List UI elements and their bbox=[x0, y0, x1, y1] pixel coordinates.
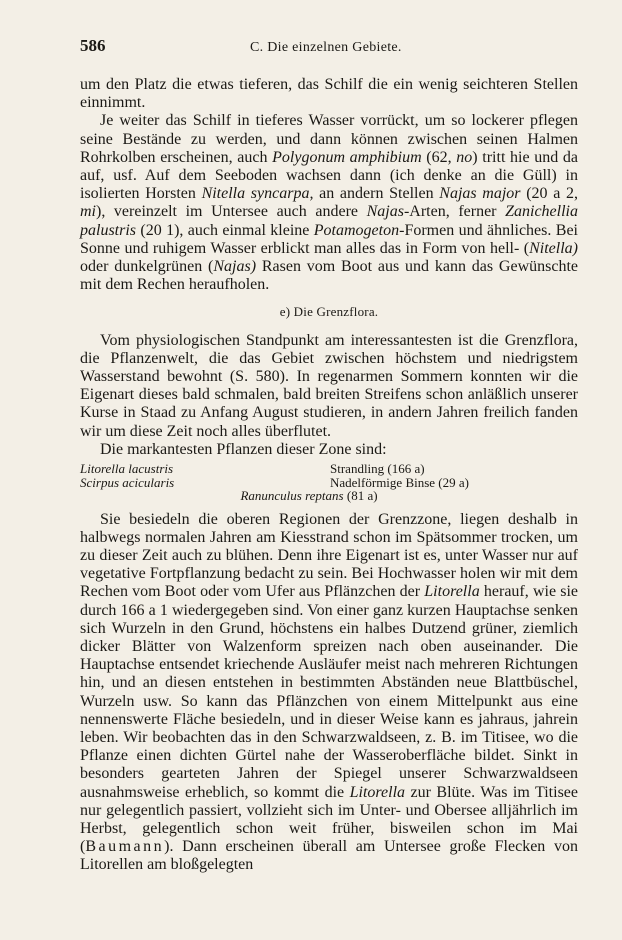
species-common-name: (81 a) bbox=[346, 488, 378, 504]
p2-italic-4: Najas major bbox=[439, 185, 521, 203]
page-number: 586 bbox=[80, 36, 106, 55]
section-heading: e) Die Grenzflora. bbox=[279, 304, 379, 320]
p2-italic-1: Polygonum amphibium bbox=[272, 148, 422, 166]
species-common-name: Strandling (166 a) bbox=[330, 461, 425, 477]
body-text bbox=[80, 76, 578, 875]
p2-italic-5: mi bbox=[80, 203, 96, 221]
p2-text-4: an andern Stellen bbox=[313, 185, 440, 203]
p2-italic-2: no bbox=[456, 148, 473, 166]
p2-text-3: ) tritt hie und da auf, usf. Auf dem Seeboden wachsen dann (ich denke an die Güll) in isolierten Horsten bbox=[80, 148, 579, 203]
p2-text-9: -Formen und ähnliches. Bei Sonne und ruhigem Wasser erblickt man alles das in Form von hell- ( bbox=[80, 221, 578, 257]
paragraph-2 bbox=[80, 112, 578, 294]
p2-text-5: (20 a 2, bbox=[520, 185, 579, 203]
paragraph-1-text: um den Platz die etwas tieferen, das Schilf die ein wenig seichteren Stellen einnimmt. bbox=[80, 76, 578, 112]
species-row bbox=[80, 462, 578, 476]
p2-text-2: (62, bbox=[421, 148, 457, 166]
p5-spaced-name: Baumann bbox=[85, 838, 165, 856]
p2-italic-6: Najas- bbox=[366, 203, 410, 221]
p5-text-4: ). Dann erscheinen überall am Untersee große Flecken von Litorellen am bloßgelegten bbox=[80, 838, 578, 874]
p2-italic-3: Nitella syncarpa, bbox=[201, 185, 314, 203]
species-list bbox=[80, 462, 578, 503]
p2-text-10: oder dunkelgrünen ( bbox=[80, 258, 214, 276]
species-latin-name: Litorella lacustris bbox=[80, 461, 174, 477]
p2-text-6: ), vereinzelt im Untersee auch andere bbox=[96, 203, 367, 221]
p5-text-2: herauf, wie sie durch 166 a 1 wiedergegeben sind. Von einer ganz kurzen Hauptachse senken sich Wurzeln in den Grund, höchstens ein halbes Dutzend grüner, ziemlich dicker Blätter von Walzenform spreizen nach oben auseinander. Die Hauptachse entsendet kriechende Ausläufer meist nach mehreren Richtungen hin, und an diesen entstehen in bestimmten Abständen neue Blattbüschel, Wurzeln usw. So kann das Pflänzchen von einem Mittelpunkt aus eine nennenswerte Fläche besiedeln, und in dieser Weise kann es jahraus, jahrein leben. Wir beobachten das in den Schwarzwaldseen, z. B. im Titisee, wo die Pflanze einen dichten Gürtel nahe der Wasseroberfläche bildet. Sinkt in besonders gearteten Jahren der Spiegel unserer Schwarzwaldseen ausnahmsweise erheblich, so kommt die bbox=[80, 583, 579, 801]
p2-italic-9: Nitella) bbox=[529, 239, 578, 257]
p5-text-1: Sie besiedeln die oberen Regionen der Grenzzone, liegen deshalb in halbwegs normalen Jahren am Kiesstrand schon im Spätsommer trocken, um zu dieser Zeit auch zu blühen. Denn ihre Eigenart ist es, unter Wasser nur auf vegetative Fortpflanzung bedacht zu sein. Bei Hochwasser holen wir mit dem Rechen vom Boot oder vom Ufer aus Pflänzchen der bbox=[80, 510, 578, 601]
species-latin-name: Ranunculus reptans bbox=[240, 488, 344, 504]
p2-text-7: Arten, ferner bbox=[409, 203, 506, 221]
running-title: C. Die einzelnen Gebiete. bbox=[250, 40, 402, 55]
p2-italic-8: Potamogeton bbox=[313, 221, 400, 239]
p5-text-3: zur Blüte. Was im Titisee nur gelegentlich passiert, vollzieht sich im Unter- und Obersee alljährlich im Herbst, gelegentlich schon weit früher, bisweilen schon im Mai ( bbox=[80, 783, 579, 856]
p5-italic-2: Litorella bbox=[349, 783, 406, 801]
species-common-name: Nadelförmige Binse (29 a) bbox=[330, 474, 469, 490]
paragraph-3-text: Vom physiologischen Standpunkt am interessantesten ist die Grenzflora, die Pflanzenwelt, die das Gebiet zwischen höchstem und niedrigstem Wasserstand bewohnt (S. 580). In regenarmen Sommern konnten wir die Eigenart dieses bald schmalen, bald breiten Streifens schon anläßlich unserer Kurse in Staad zu Anfang August studieren, in andern Jahren freilich fanden wir um diese Zeit noch alles überflutet. bbox=[80, 331, 578, 440]
p2-text-11: Rasen vom Boot aus und kann das Gewünschte mit dem Rechen heraufholen. bbox=[80, 258, 579, 294]
species-latin-name: Scirpus acicularis bbox=[80, 474, 175, 490]
paragraph-1 bbox=[80, 76, 578, 112]
p2-italic-7: Zanichellia palustris bbox=[80, 203, 578, 239]
p2-text-1: Je weiter das Schilf in tieferes Wasser vorrückt, um so lockerer pflegen seine Bestände zu werden, und dann können zwischen seinen Halmen Rohrkolben erscheinen, auch bbox=[80, 112, 578, 166]
paragraph-3 bbox=[80, 332, 578, 441]
paragraph-5 bbox=[80, 511, 578, 875]
paragraph-4 bbox=[80, 441, 578, 459]
running-header bbox=[80, 36, 578, 58]
species-row bbox=[80, 476, 578, 490]
species-row bbox=[80, 489, 578, 503]
p5-italic-1: Litorella bbox=[424, 583, 480, 601]
paragraph-4-text: Die markantesten Pflanzen dieser Zone sind: bbox=[100, 440, 387, 458]
p2-text-8: (20 1), auch einmal kleine bbox=[136, 221, 314, 239]
p2-italic-10: Najas) bbox=[213, 258, 257, 276]
